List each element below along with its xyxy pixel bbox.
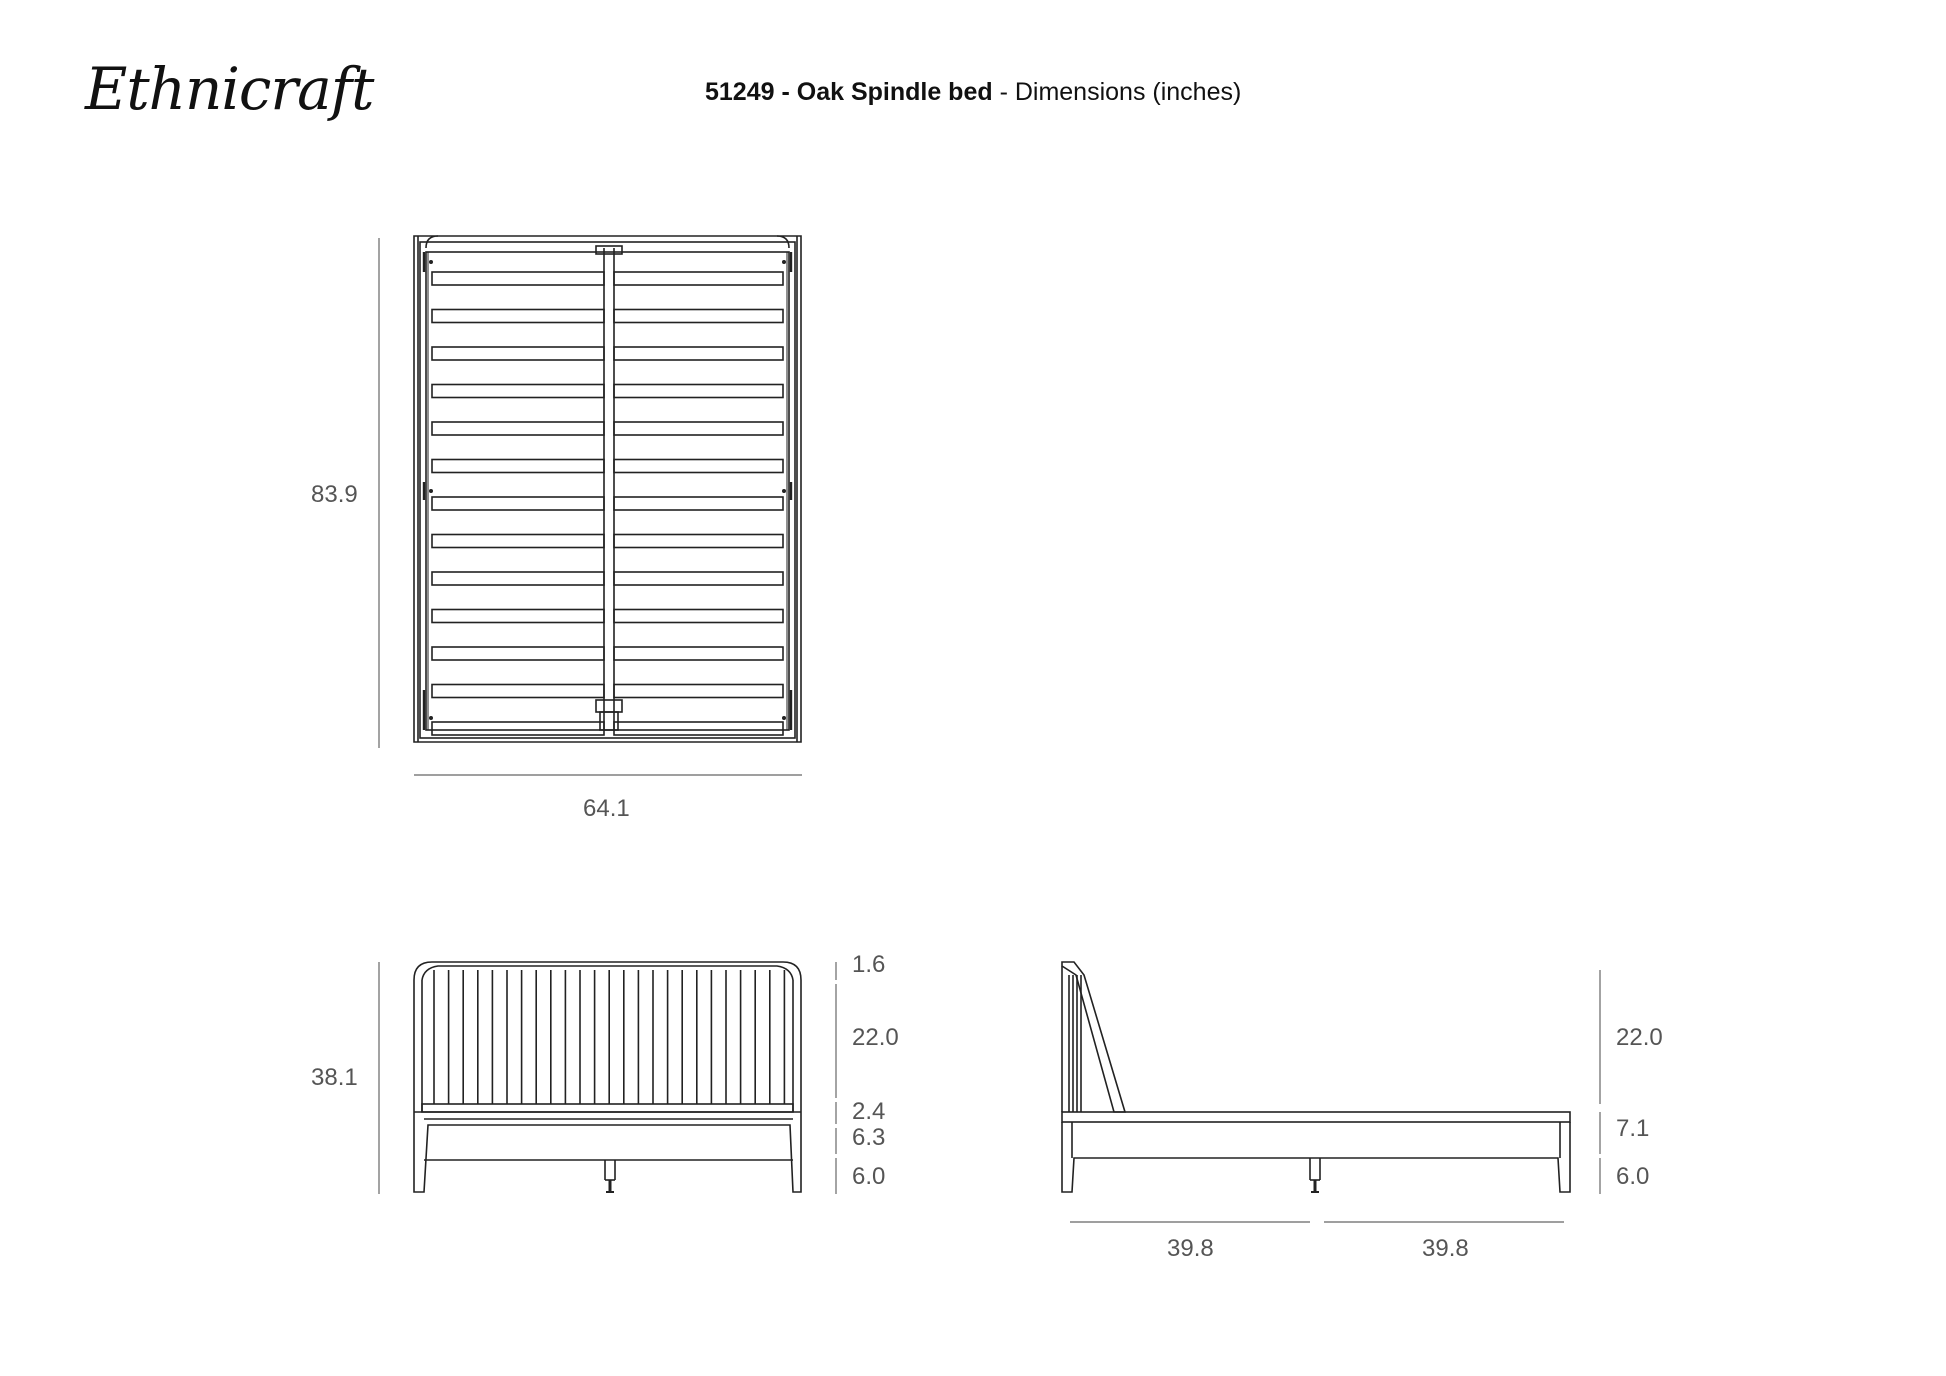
slat	[614, 310, 783, 323]
slat	[614, 422, 783, 435]
slat	[432, 535, 604, 548]
product-name: Oak Spindle bed	[796, 78, 993, 106]
slat	[614, 647, 783, 660]
front-view-spindles-label: 22.0	[852, 1024, 899, 1051]
front-view-headboard-top-label: 1.6	[852, 951, 886, 978]
side-view-frame-label: 7.1	[1616, 1115, 1650, 1142]
slat	[614, 722, 783, 735]
slat	[614, 572, 783, 585]
top-view-length-label: 83.9	[311, 481, 358, 508]
side-view-legs-label: 6.0	[1616, 1163, 1650, 1190]
front-view-total-height-label: 38.1	[311, 1064, 358, 1091]
slat	[432, 272, 604, 285]
slat	[432, 385, 604, 398]
slat	[432, 610, 604, 623]
top-view	[379, 236, 802, 775]
brand-logo: Ethnicraft	[85, 55, 374, 123]
slat	[432, 572, 604, 585]
top-view-width-label: 64.1	[583, 795, 630, 822]
slat	[432, 497, 604, 510]
slat	[432, 647, 604, 660]
slat	[614, 347, 783, 360]
front-view-frame-label: 6.3	[852, 1124, 886, 1151]
slat	[432, 685, 604, 698]
front-view	[379, 962, 836, 1194]
slat	[432, 460, 604, 473]
slat	[614, 685, 783, 698]
slat	[614, 460, 783, 473]
slat	[614, 610, 783, 623]
product-code: 51249	[705, 78, 775, 106]
slat	[432, 422, 604, 435]
title-subtitle: Dimensions (inches)	[1014, 78, 1242, 106]
title-separator: -	[774, 78, 797, 106]
slat	[432, 347, 604, 360]
side-view-half-length-left-label: 39.8	[1167, 1235, 1214, 1262]
slat	[614, 385, 783, 398]
front-view-rail-label: 2.4	[852, 1098, 886, 1125]
slat	[432, 310, 604, 323]
side-view-half-length-right-label: 39.8	[1422, 1235, 1469, 1262]
side-view-spindles-label: 22.0	[1616, 1024, 1663, 1051]
spindles	[434, 970, 784, 1104]
side-view	[1062, 962, 1600, 1222]
front-view-legs-label: 6.0	[852, 1163, 886, 1190]
slat	[614, 535, 783, 548]
title-separator: -	[992, 78, 1015, 106]
slat	[614, 272, 783, 285]
slats	[432, 272, 783, 735]
slat	[614, 497, 783, 510]
slat	[432, 722, 604, 735]
